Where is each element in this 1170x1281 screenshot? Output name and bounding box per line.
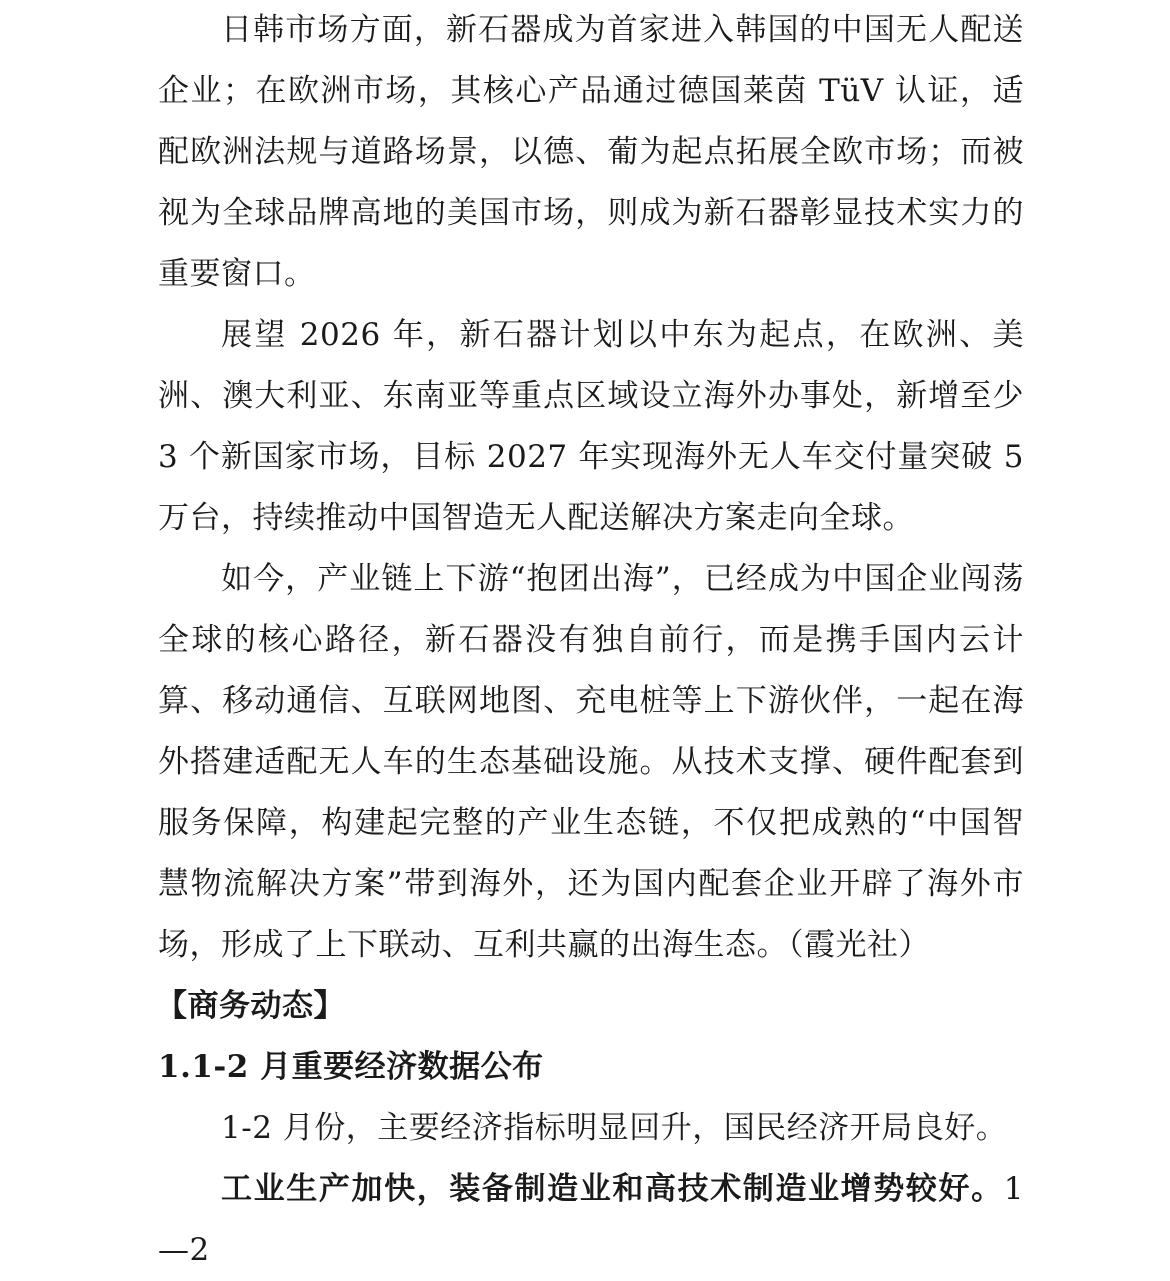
paragraph-industry-chain: 如今，产业链上下游“抱团出海”，已经成为中国企业闯荡全球的核心路径，新石器没有独自前行，而是携手国内云计算、移动通信、互联网地图、充电桩等上下游伙伴，一起在海外搭建适配无人车的生态基础设施。从技术支撑、硬件配套到服务保障，构建起完整的产业生态链，不仅把成熟的“中国智慧物流解决方案”带到海外，还为国内配套企业开辟了海外市场，形成了上下联动、互利共赢的出海生态。（霞光社） [158,561,1024,963]
paragraph-overseas-markets: 日韩市场方面，新石器成为首家进入韩国的中国无人配送企业；在欧洲市场，其核心产品通过德国莱茵 TüV 认证，适配欧洲法规与道路场景，以德、葡为起点拓展全欧市场；而被视为全球品牌高地的美国市场，则成为新石器彰显技术实力的重要窗口。 [158,12,1024,292]
article-lead-bold: 工业生产加快，装备制造业和高技术制造业增势较好。 [221,1171,1004,1207]
article-title: 1.1-2 月重要经济数据公布 [158,1049,544,1085]
section-heading: 【商务动态】 [156,988,345,1024]
paragraph-outlook-2026: 展望 2026 年，新石器计划以中东为起点，在欧洲、美洲、澳大利亚、东南亚等重点区域设立海外办事处，新增至少 3 个新国家市场，目标 2027 年实现海外无人车交付量突破 5 万台，持续推动中国智造无人配送解决方案走向全球。 [158,317,1024,536]
article-lead-paragraph [158,1159,1024,1281]
article-lead-rest: 1—2 [158,1171,1024,1268]
article-intro: 1-2 月份，主要经济指标明显回升，国民经济开局良好。 [221,1110,1008,1146]
document-body [158,0,1024,1281]
